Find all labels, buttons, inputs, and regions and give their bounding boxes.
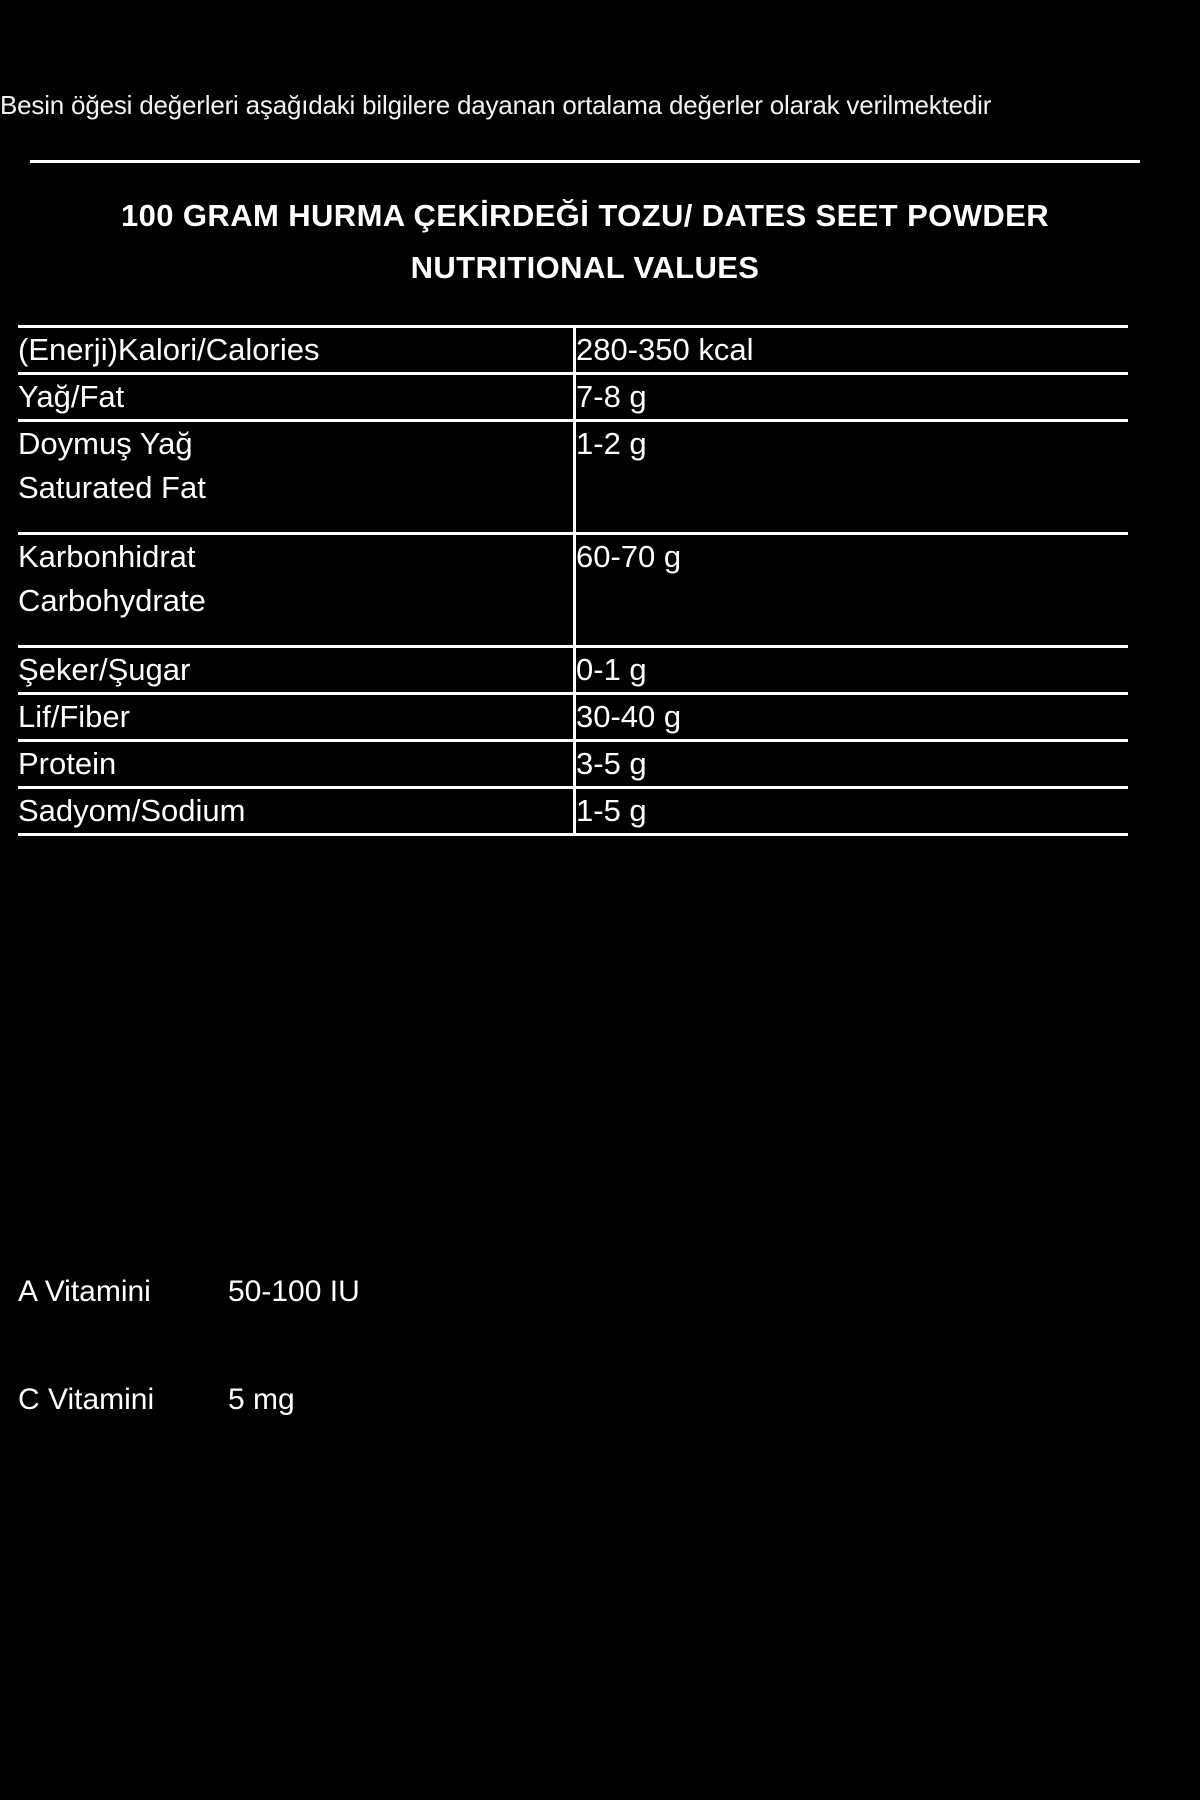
nutrient-name-translation: Saturated Fat bbox=[18, 470, 206, 505]
list-item bbox=[18, 1380, 1128, 1488]
nutrient-name-cell bbox=[18, 741, 575, 788]
nutrient-value-cell: 60-70 g bbox=[575, 534, 1129, 647]
nutrient-name: Şeker/Şugar bbox=[18, 652, 191, 687]
bottom-spacer bbox=[0, 1760, 1200, 1800]
table-row bbox=[18, 328, 1128, 374]
nutrient-value-cell: 280-350 kcal bbox=[575, 328, 1129, 374]
nutrition-table bbox=[18, 328, 1128, 836]
nutrient-name-cell bbox=[18, 647, 575, 694]
vitamins-section bbox=[18, 1272, 1128, 1488]
nutrient-name-cell bbox=[18, 374, 575, 421]
nutrient-name: (Enerji)Kalori/Calories bbox=[18, 332, 320, 367]
nutrient-name-translation: Carbohydrate bbox=[18, 583, 206, 618]
nutrient-value-cell: 0-1 g bbox=[575, 647, 1129, 694]
nutrient-name: Sadyom/Sodium bbox=[18, 793, 246, 828]
nutrient-name: Karbonhidrat bbox=[18, 539, 196, 574]
vitamin-value: 5 mg bbox=[228, 1383, 295, 1416]
vitamin-name: C Vitamini bbox=[18, 1383, 155, 1416]
table-row bbox=[18, 421, 1128, 534]
table-row bbox=[18, 741, 1128, 788]
table-row bbox=[18, 534, 1128, 647]
title-line-1: 100 GRAM HURMA ÇEKİRDEĞİ TOZU/ DATES SEET POWDER bbox=[120, 198, 1050, 233]
title-line-2: NUTRITIONAL VALUES bbox=[410, 250, 760, 285]
table-row bbox=[18, 374, 1128, 421]
table-row bbox=[18, 694, 1128, 741]
nutrient-value-cell: 30-40 g bbox=[575, 694, 1129, 741]
nutrient-name-cell bbox=[18, 788, 575, 835]
nutrient-name: Yağ/Fat bbox=[18, 379, 125, 414]
divider-top bbox=[30, 160, 1140, 163]
nutrient-value-cell: 7-8 g bbox=[575, 374, 1129, 421]
list-item bbox=[18, 1272, 1128, 1380]
nutrient-name-cell bbox=[18, 694, 575, 741]
page-title bbox=[30, 190, 1140, 294]
vitamin-value: 50-100 IU bbox=[228, 1275, 360, 1308]
nutrient-name: Protein bbox=[18, 746, 117, 781]
nutrient-name-cell bbox=[18, 534, 575, 647]
nutrient-name-cell bbox=[18, 328, 575, 374]
nutrient-value-cell: 1-5 g bbox=[575, 788, 1129, 835]
nutrient-value-cell: 3-5 g bbox=[575, 741, 1129, 788]
table-row bbox=[18, 647, 1128, 694]
table-row bbox=[18, 788, 1128, 835]
intro-text: Besin öğesi değerleri aşağıdaki bilgilere dayanan ortalama değerler olarak verilmektedir bbox=[0, 90, 992, 120]
vitamin-name: A Vitamini bbox=[18, 1275, 151, 1308]
nutrient-name: Doymuş Yağ bbox=[18, 426, 193, 461]
nutrient-name: Lif/Fiber bbox=[18, 699, 130, 734]
nutrient-value-cell: 1-2 g bbox=[575, 421, 1129, 534]
nutrient-name-cell bbox=[18, 421, 575, 534]
